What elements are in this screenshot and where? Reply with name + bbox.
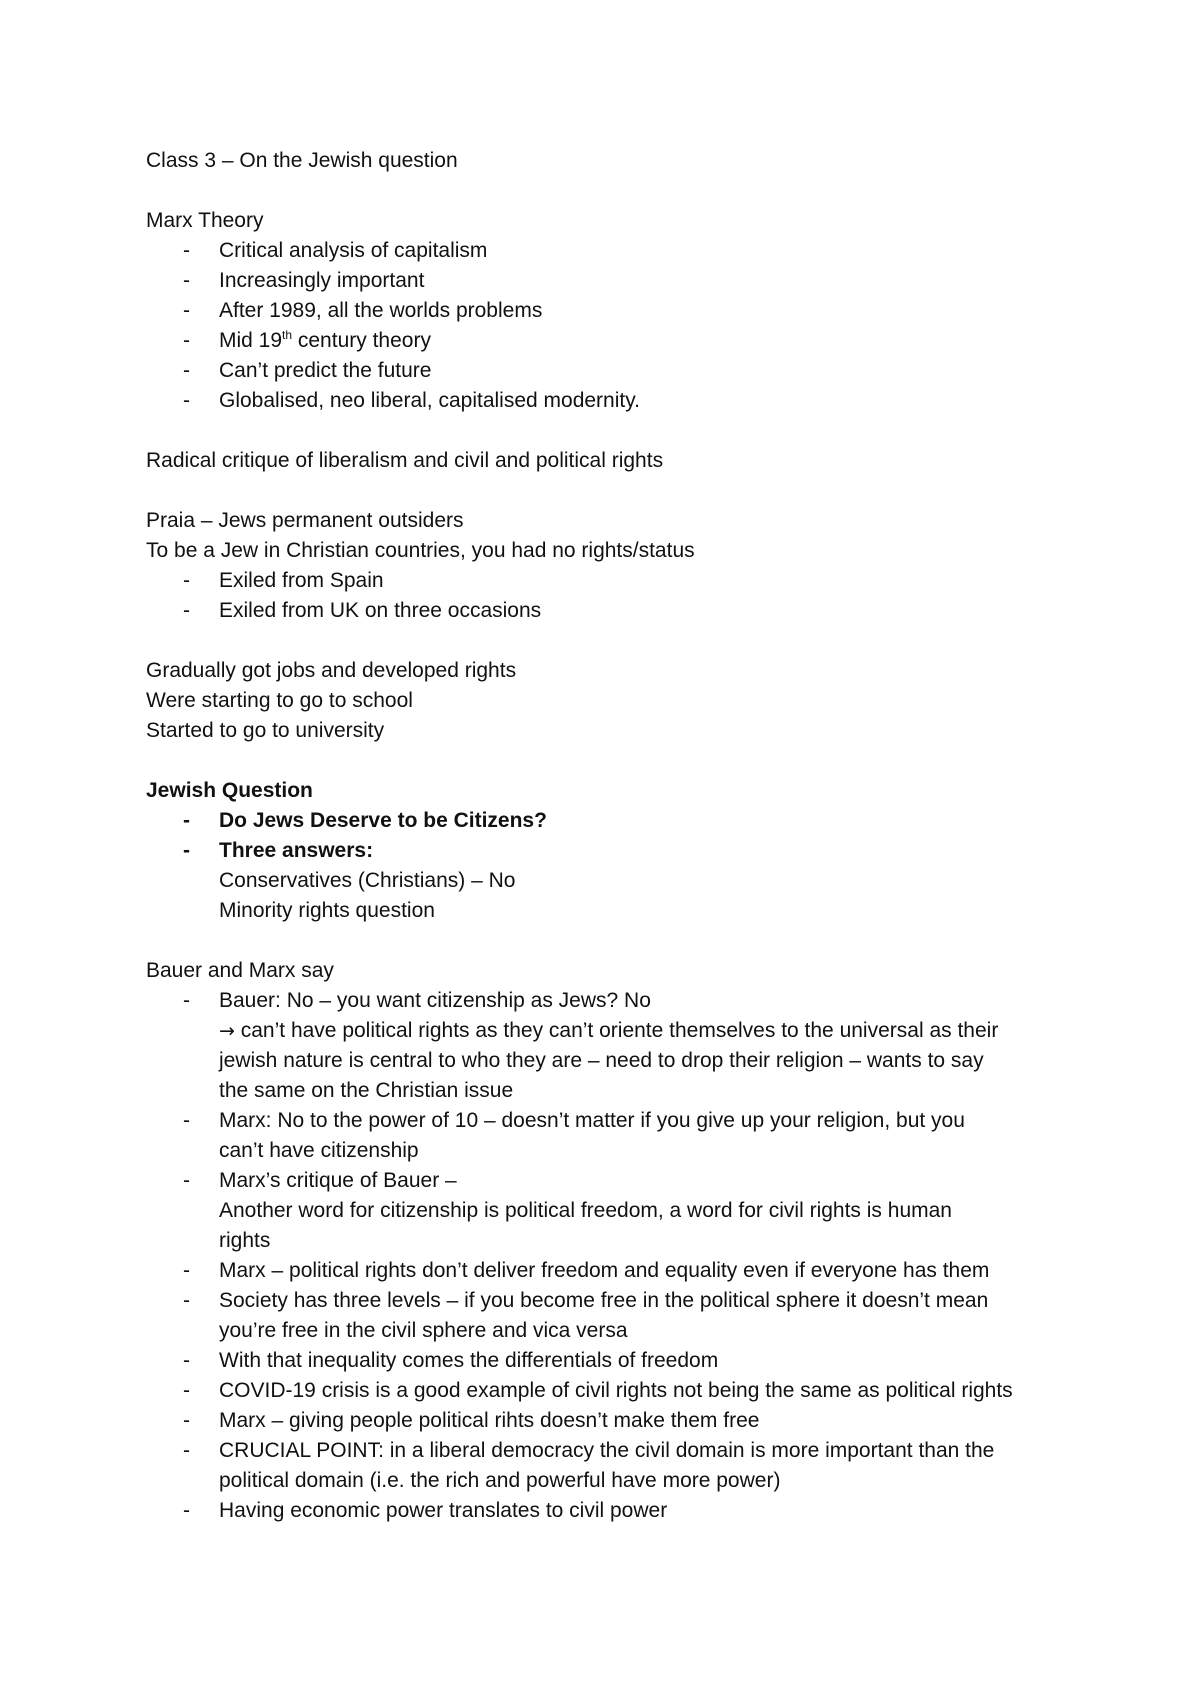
list-continuation: the same on the Christian issue <box>219 1079 514 1102</box>
list-continuation: you’re free in the civil sphere and vica versa <box>219 1319 628 1342</box>
list-item: - COVID-19 crisis is a good example of civil rights not being the same as political rights <box>146 1376 1066 1406</box>
list-item: - Marx – political rights don’t deliver freedom and equality even if everyone has them <box>146 1256 1066 1286</box>
list-item: - Three answers: <box>146 836 1066 866</box>
list-continuation: Minority rights question <box>219 899 435 922</box>
page-title: Class 3 – On the Jewish question <box>146 149 458 172</box>
paragraph-line: Were starting to go to school <box>146 689 413 712</box>
list-item: - Mid 19th century theory <box>146 326 1066 356</box>
list-continuation: Another word for citizenship is political freedom, a word for civil rights is human <box>219 1199 952 1222</box>
document-body <box>146 146 1066 1526</box>
list-item: - CRUCIAL POINT: in a liberal democracy the civil domain is more important than the <box>146 1436 1066 1466</box>
list-continuation: jewish nature is central to who they are – need to drop their religion – wants to say <box>219 1049 984 1072</box>
list-item: - Globalised, neo liberal, capitalised modernity. <box>146 386 1066 416</box>
praia-line: Praia – Jews permanent outsiders <box>146 509 464 532</box>
list-item: - Society has three levels – if you become free in the political sphere it doesn’t mean <box>146 1286 1066 1316</box>
list-continuation: → can’t have political rights as they can’t oriente themselves to the universal as their <box>219 1019 999 1042</box>
jewish-question-heading: Jewish Question <box>146 779 313 802</box>
list-item: - Bauer: No – you want citizenship as Jews? No <box>146 986 1066 1016</box>
list-continuation: political domain (i.e. the rich and powerful have more power) <box>219 1469 781 1492</box>
list-item: - Increasingly important <box>146 266 1066 296</box>
list-item: - Marx: No to the power of 10 – doesn’t matter if you give up your religion, but you <box>146 1106 1066 1136</box>
list-item: - Marx – giving people political rihts doesn’t make them free <box>146 1406 1066 1436</box>
list-continuation: can’t have citizenship <box>219 1139 419 1162</box>
list-item: - With that inequality comes the differentials of freedom <box>146 1346 1066 1376</box>
list-item: - Exiled from Spain <box>146 566 1066 596</box>
praia-status-line: To be a Jew in Christian countries, you had no rights/status <box>146 539 695 562</box>
list-item: - After 1989, all the worlds problems <box>146 296 1066 326</box>
list-continuation: Conservatives (Christians) – No <box>219 869 516 892</box>
list-item: - Marx’s critique of Bauer – <box>146 1166 1066 1196</box>
list-item: - Critical analysis of capitalism <box>146 236 1066 266</box>
bauer-marx-heading: Bauer and Marx say <box>146 959 334 982</box>
list-item: - Can’t predict the future <box>146 356 1066 386</box>
paragraph-line: Started to go to university <box>146 719 385 742</box>
list-item: - Exiled from UK on three occasions <box>146 596 1066 626</box>
list-item: - Do Jews Deserve to be Citizens? <box>146 806 1066 836</box>
radical-critique-line: Radical critique of liberalism and civil and political rights <box>146 449 664 472</box>
marx-theory-heading: Marx Theory <box>146 209 264 232</box>
list-continuation: rights <box>219 1229 271 1252</box>
list-item: - Having economic power translates to civil power <box>146 1496 1066 1526</box>
paragraph-line: Gradually got jobs and developed rights <box>146 659 517 682</box>
right-arrow-icon: → <box>219 1020 235 1042</box>
